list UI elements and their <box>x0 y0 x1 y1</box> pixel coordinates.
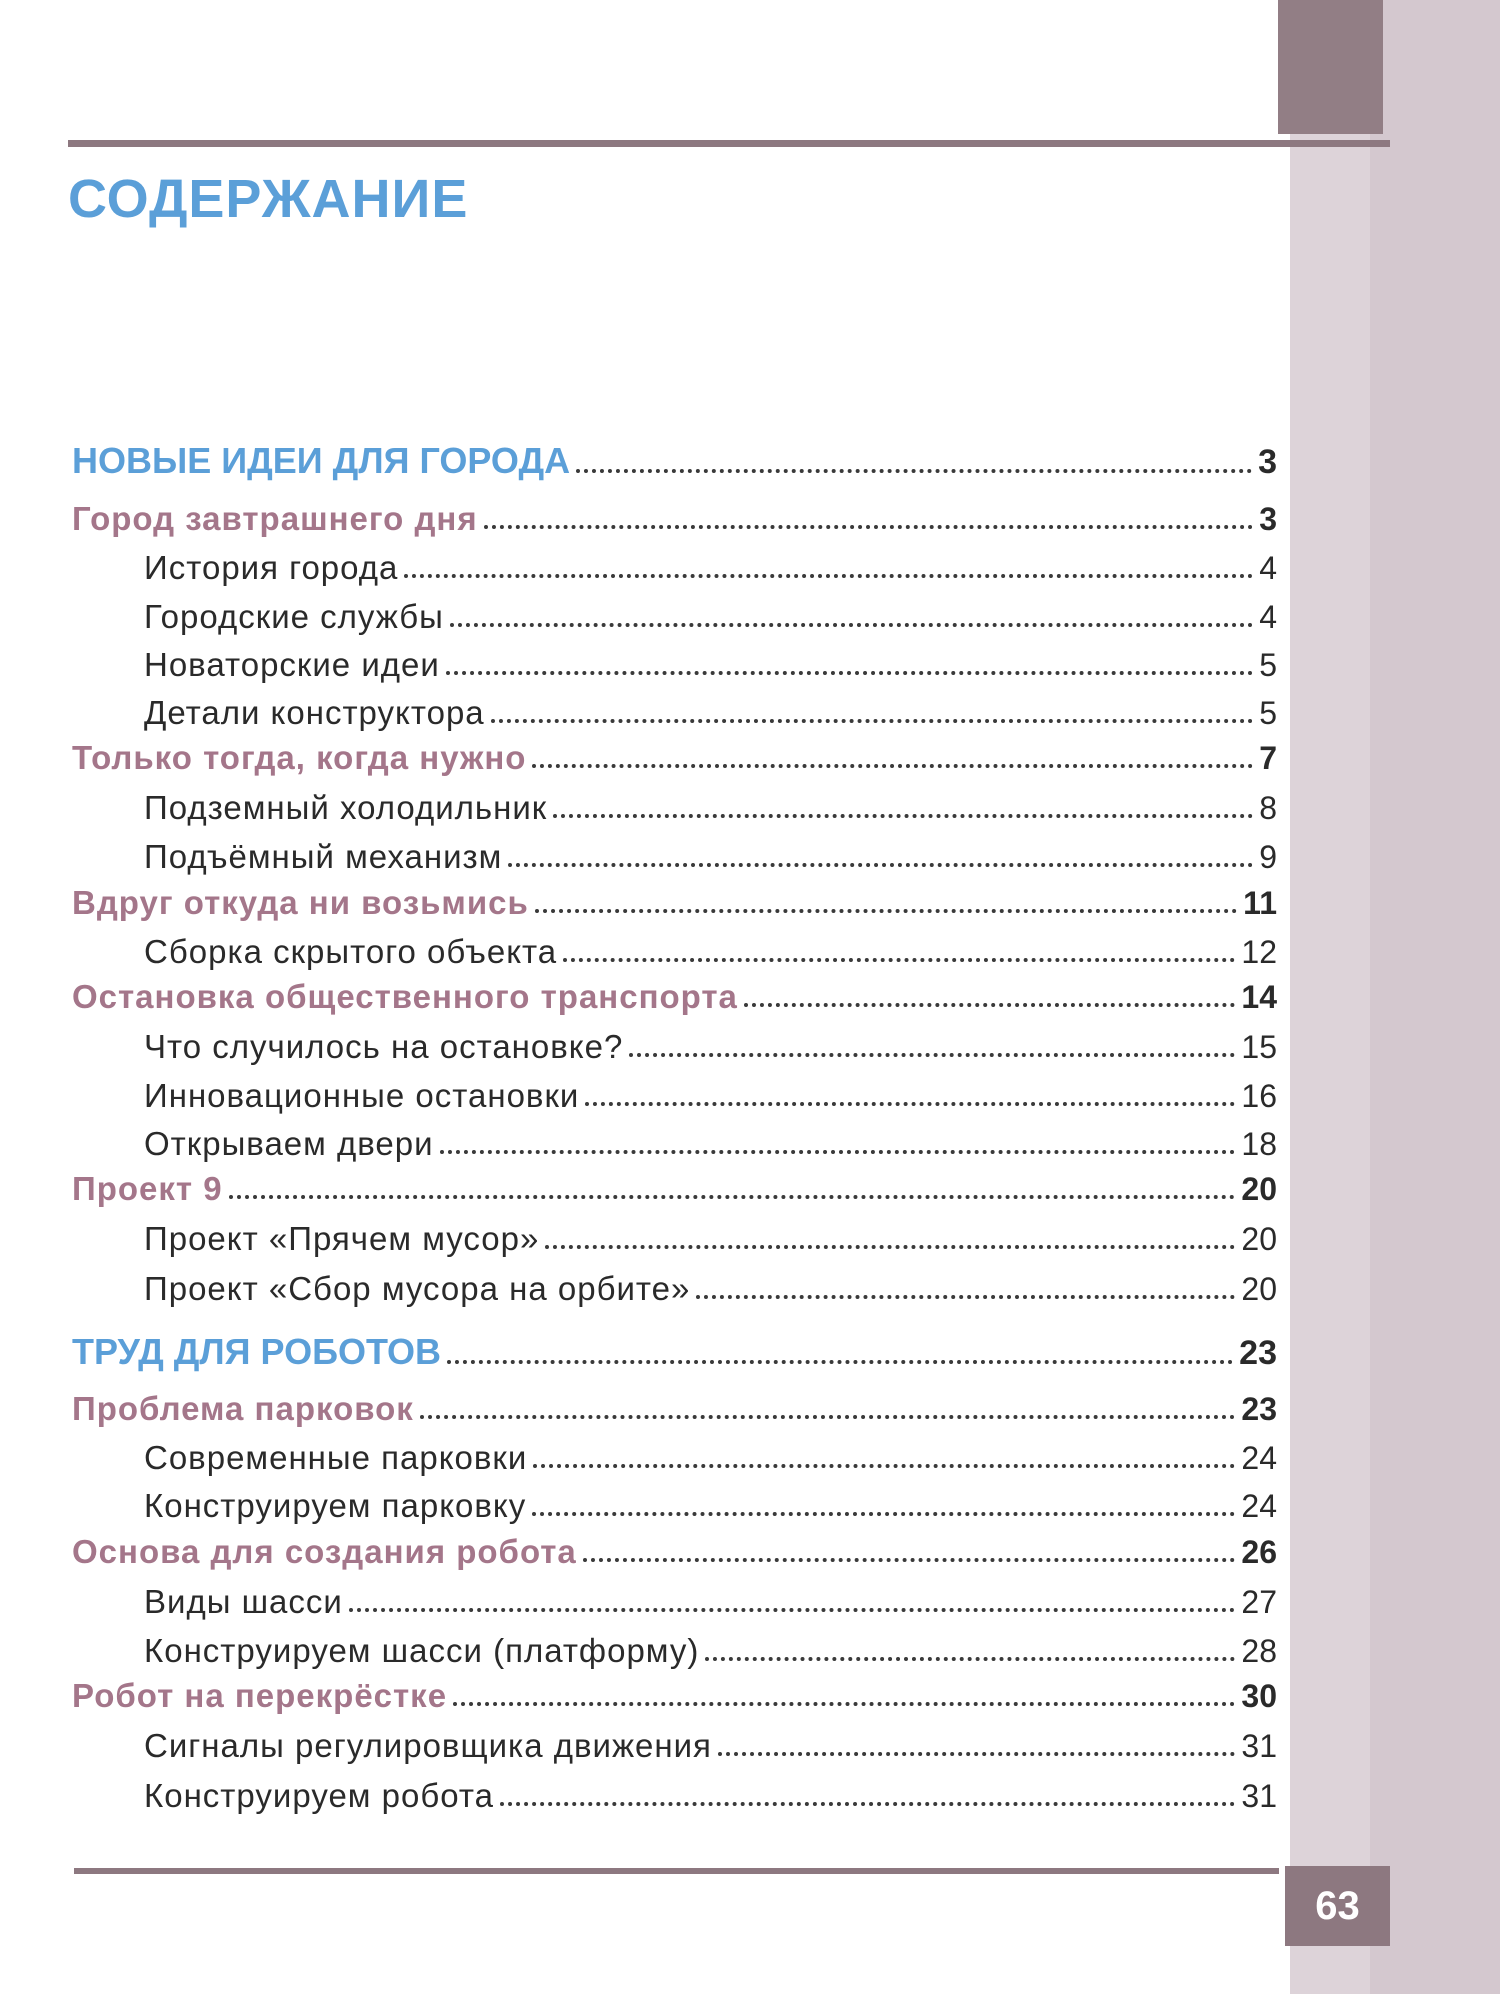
toc-leader-dots <box>583 1558 1236 1562</box>
toc-leader-dots <box>744 1003 1235 1007</box>
toc-entry-page: 28 <box>1241 1633 1277 1669</box>
toc-entry-title: Открываем двери <box>144 1125 434 1162</box>
toc-entry[interactable] <box>72 876 1277 922</box>
toc-leader-dots <box>447 1360 1233 1364</box>
toc-leader-dots <box>349 1608 1236 1612</box>
toc-entry[interactable] <box>72 436 1277 482</box>
toc-entry-page: 9 <box>1259 839 1277 875</box>
toc-entry-page: 23 <box>1239 1334 1277 1372</box>
toc-entry-page: 24 <box>1241 1440 1277 1476</box>
toc-entry[interactable] <box>72 1669 1277 1715</box>
toc-leader-dots <box>440 1150 1236 1154</box>
right-margin-edge <box>1370 0 1500 1994</box>
toc-leader-dots <box>229 1195 1236 1199</box>
toc-entry-page: 3 <box>1258 443 1277 481</box>
toc-entry[interactable] <box>72 1212 1277 1258</box>
toc-entry-page: 20 <box>1241 1171 1277 1207</box>
toc-entry-page: 31 <box>1241 1778 1277 1814</box>
toc-entry-title: Основа для создания робота <box>72 1533 577 1570</box>
toc-entry[interactable] <box>72 1262 1277 1308</box>
toc-entry[interactable] <box>72 1117 1277 1163</box>
toc-entry-page: 23 <box>1241 1391 1277 1427</box>
toc-entry-title: Виды шасси <box>144 1583 343 1620</box>
top-rule <box>68 140 1390 147</box>
toc-entry[interactable] <box>72 1162 1277 1208</box>
toc-leader-dots <box>585 1102 1235 1106</box>
toc-entry[interactable] <box>72 1525 1277 1571</box>
toc-entry-page: 26 <box>1241 1534 1277 1570</box>
toc-entry-page: 3 <box>1259 501 1277 537</box>
toc-entry[interactable] <box>72 1382 1277 1428</box>
toc-entry-title: Конструируем робота <box>144 1777 494 1814</box>
toc-entry-title: Конструируем шасси (платформу) <box>144 1632 700 1669</box>
toc-entry-page: 24 <box>1241 1488 1277 1524</box>
toc-entry-title: Подземный холодильник <box>144 789 548 826</box>
toc-entry[interactable] <box>72 686 1277 732</box>
toc-leader-dots <box>533 1464 1235 1468</box>
bottom-rule <box>74 1868 1279 1874</box>
toc-entry-title: Городские службы <box>144 598 444 635</box>
toc-entry-title: Только тогда, когда нужно <box>72 739 527 776</box>
toc-entry-page: 14 <box>1241 979 1277 1015</box>
toc-entry-page: 11 <box>1243 885 1277 921</box>
toc-entry-page: 5 <box>1259 647 1277 683</box>
toc-entry-page: 27 <box>1241 1584 1277 1620</box>
toc-leader-dots <box>484 525 1254 529</box>
toc-entry-title: Вдруг откуда ни возьмись <box>72 884 529 921</box>
toc-entry-page: 20 <box>1241 1221 1277 1257</box>
toc-leader-dots <box>532 764 1253 768</box>
toc-entry-title: История города <box>144 549 399 586</box>
toc-entry-title: Проект «Сбор мусора на орбите» <box>144 1270 691 1307</box>
toc-leader-dots <box>545 1245 1235 1249</box>
toc-leader-dots <box>450 623 1253 627</box>
toc-leader-dots <box>500 1802 1235 1806</box>
toc-entry-title: Город завтрашнего дня <box>72 500 478 537</box>
toc-leader-dots <box>705 1657 1235 1661</box>
toc-leader-dots <box>553 814 1253 818</box>
toc-entry[interactable] <box>72 492 1277 538</box>
toc-entry-title: Инновационные остановки <box>144 1077 580 1114</box>
toc-entry[interactable] <box>72 590 1277 636</box>
top-tab-block <box>1278 0 1383 134</box>
toc-entry[interactable] <box>72 1769 1277 1815</box>
toc-entry-title: Робот на перекрёстке <box>72 1677 448 1714</box>
toc-leader-dots <box>491 719 1254 723</box>
toc-entry-page: 4 <box>1259 550 1277 586</box>
toc-leader-dots <box>576 469 1252 473</box>
toc-entry-page: 15 <box>1241 1029 1277 1065</box>
toc-entry-title: Детали конструктора <box>144 694 485 731</box>
toc-entry-title: Что случилось на остановке? <box>144 1028 624 1065</box>
toc-entry[interactable] <box>72 830 1277 876</box>
toc-entry[interactable] <box>72 1431 1277 1477</box>
toc-entry[interactable] <box>72 1624 1277 1670</box>
toc-entry-title: Конструируем парковку <box>144 1487 527 1524</box>
page-title: СОДЕРЖАНИЕ <box>68 169 469 229</box>
toc-entry[interactable] <box>72 731 1277 777</box>
toc-leader-dots <box>563 958 1235 962</box>
toc-leader-dots <box>532 1512 1235 1516</box>
toc-leader-dots <box>446 671 1253 675</box>
toc-leader-dots <box>420 1415 1236 1419</box>
toc-entry-page: 18 <box>1241 1126 1277 1162</box>
toc-entry-title: Сборка скрытого объекта <box>144 933 558 970</box>
toc-entry-title: Проблема парковок <box>72 1390 414 1427</box>
toc-entry[interactable] <box>72 638 1277 684</box>
toc-leader-dots <box>508 863 1253 867</box>
page-number: 63 <box>1285 1866 1390 1946</box>
toc-entry[interactable] <box>72 1719 1277 1765</box>
toc-entry-page: 31 <box>1241 1728 1277 1764</box>
toc-leader-dots <box>404 574 1253 578</box>
toc-entry[interactable] <box>72 970 1277 1016</box>
toc-entry-title: ТРУД ДЛЯ РОБОТОВ <box>72 1331 442 1372</box>
toc-leader-dots <box>629 1053 1235 1057</box>
toc-leader-dots <box>718 1752 1235 1756</box>
toc-entry[interactable] <box>72 541 1277 587</box>
toc-entry[interactable] <box>72 925 1277 971</box>
toc-leader-dots <box>453 1702 1235 1706</box>
toc-entry-page: 5 <box>1259 695 1277 731</box>
toc-entry[interactable] <box>72 1020 1277 1066</box>
toc-entry-page: 12 <box>1241 934 1277 970</box>
toc-entry[interactable] <box>72 781 1277 827</box>
toc-entry-page: 20 <box>1241 1271 1277 1307</box>
toc-entry[interactable] <box>72 1069 1277 1115</box>
toc-entry-title: Проект 9 <box>72 1170 223 1207</box>
toc-entry-page: 4 <box>1259 599 1277 635</box>
toc-entry-page: 16 <box>1241 1078 1277 1114</box>
toc-entry-page: 7 <box>1259 740 1277 776</box>
toc-entry-title: НОВЫЕ ИДЕИ ДЛЯ ГОРОДА <box>72 440 571 481</box>
toc-leader-dots <box>696 1295 1235 1299</box>
toc-entry-title: Проект «Прячем мусор» <box>144 1220 540 1257</box>
toc-entry-title: Остановка общественного транспорта <box>72 978 738 1015</box>
toc-leader-dots <box>535 909 1237 913</box>
toc-entry[interactable] <box>72 1479 1277 1525</box>
toc-entry-page: 30 <box>1241 1678 1277 1714</box>
toc-entry[interactable] <box>72 1575 1277 1621</box>
toc-entry-title: Подъёмный механизм <box>144 838 503 875</box>
toc-entry-title: Сигналы регулировщика движения <box>144 1727 712 1764</box>
toc-entry-title: Современные парковки <box>144 1439 528 1476</box>
toc-entry[interactable] <box>72 1327 1277 1373</box>
toc-entry-page: 8 <box>1259 790 1277 826</box>
toc-entry-title: Новаторские идеи <box>144 646 440 683</box>
